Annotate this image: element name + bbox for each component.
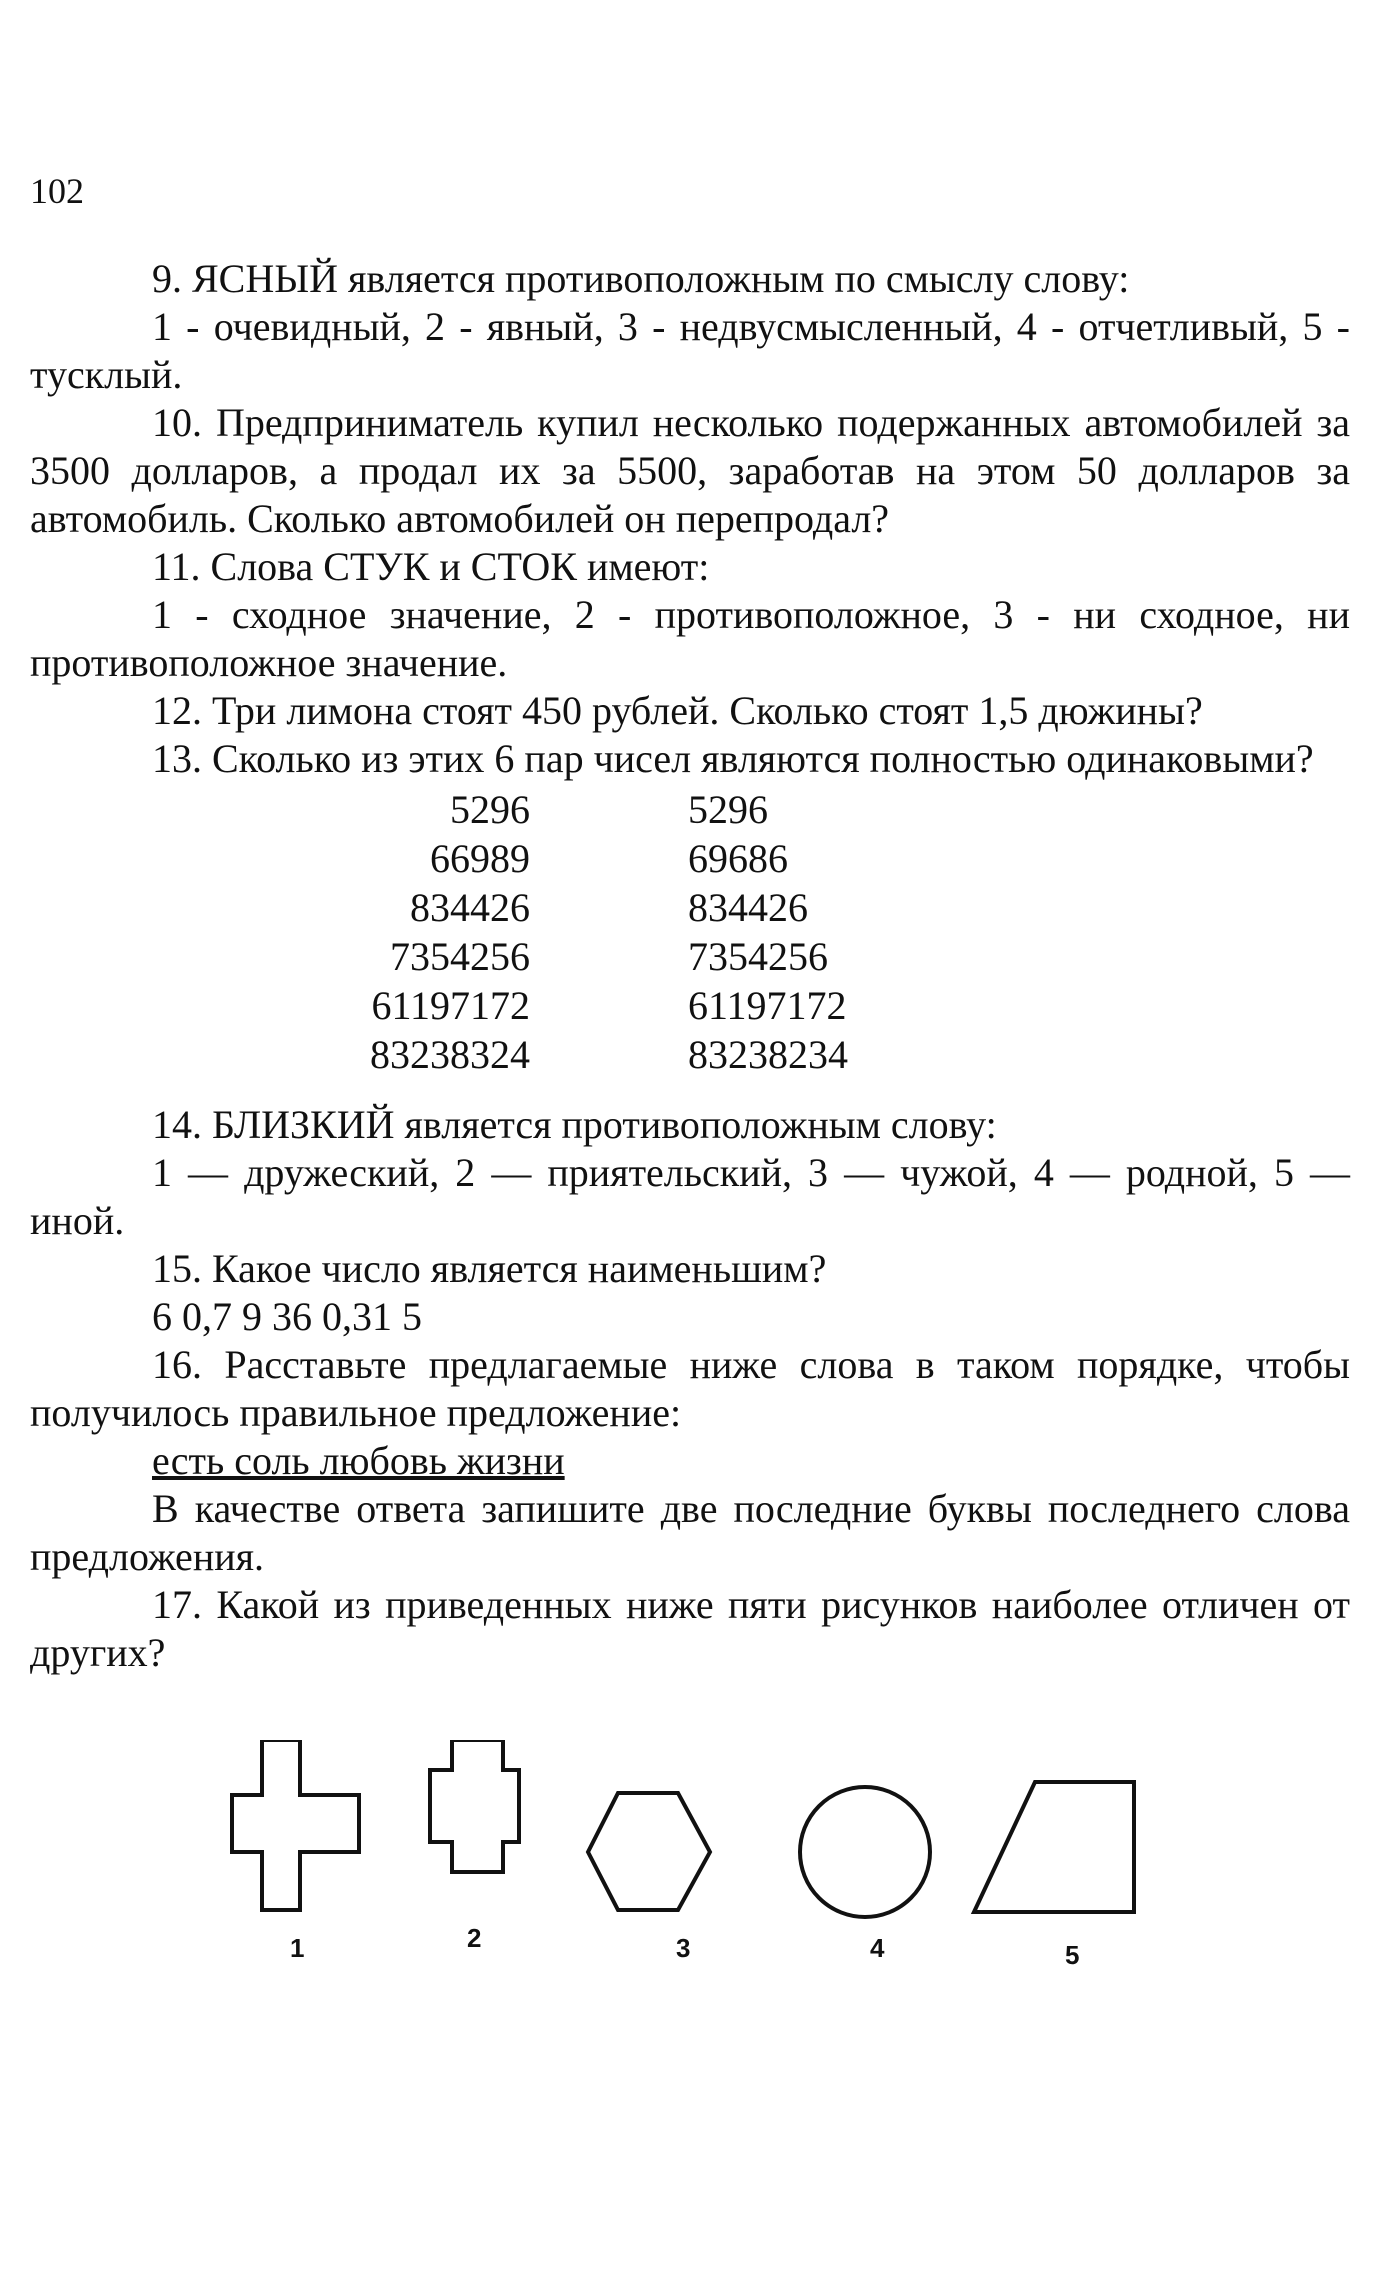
question-14: 14. БЛИЗКИЙ является противоположным слову: [152, 1102, 997, 1147]
question-11: 11. Слова СТУК и СТОК имеют: [152, 544, 710, 589]
question-16-instruction: В качестве ответа запишите две последние буквы последнего слова предложения. [30, 1486, 1350, 1579]
question-9: 9. ЯСНЫЙ является противоположным по смыслу слову: [152, 256, 1130, 301]
pair-5-left: 61197172 [371, 983, 530, 1028]
figure-1-cross [232, 1740, 359, 1910]
pair-2-right: 69686 [688, 836, 788, 881]
pair-3-right: 834426 [688, 885, 808, 930]
question-17: 17. Какой из приведенных ниже пяти рисунков наиболее отличен от других? [30, 1582, 1350, 1675]
figure-1-label: 1 [290, 1933, 305, 1963]
figure-3-hexagon [588, 1793, 710, 1910]
question-16: 16. Расставьте предлагаемые ниже слова в таком порядке, чтобы получилось правильное предложение: [30, 1342, 1350, 1435]
pair-1-left: 5296 [450, 787, 530, 832]
pair-4-right: 7354256 [688, 934, 828, 979]
question-16-words: есть соль любовь жизни [152, 1438, 565, 1483]
question-12: 12. Три лимона стоят 450 рублей. Сколько стоят 1,5 дюжины? [152, 688, 1203, 733]
page-number: 102 [30, 171, 84, 211]
number-pairs-table [30, 785, 1350, 1079]
figures-row [0, 1740, 1383, 1970]
page-content [30, 255, 1350, 1677]
figure-2-narrow-cross [430, 1740, 519, 1872]
question-15-options: 6 0,7 9 36 0,31 5 [152, 1294, 422, 1339]
figure-4-label: 4 [870, 1933, 885, 1963]
pair-6-left: 83238324 [370, 1032, 530, 1077]
pair-2-left: 66989 [430, 836, 530, 881]
pair-6-right: 83238234 [688, 1032, 848, 1077]
pair-3-left: 834426 [410, 885, 530, 930]
question-13: 13. Сколько из этих 6 пар чисел являются полностью одинаковыми? [152, 736, 1314, 781]
figure-4-circle [800, 1787, 930, 1917]
question-15: 15. Какое число является наименьшим? [152, 1246, 827, 1291]
pair-5-right: 61197172 [688, 983, 847, 1028]
figure-3-label: 3 [676, 1933, 691, 1963]
figure-5-label: 5 [1065, 1940, 1080, 1970]
figure-5-trapezoid [974, 1782, 1134, 1912]
pair-1-right: 5296 [688, 787, 768, 832]
question-9-options: 1 - очевидный, 2 - явный, 3 - недвусмысленный, 4 - отчетливый, 5 - тусклый. [30, 304, 1350, 397]
figure-2-label: 2 [467, 1923, 482, 1953]
question-10: 10. Предприниматель купил несколько подержанных автомобилей за 3500 долларов, а продал их за 5500, заработав на этом 50 долларов за автомобиль. Сколько автомобилей он перепродал? [30, 400, 1350, 541]
pair-4-left: 7354256 [390, 934, 530, 979]
question-14-options: 1 — дружеский, 2 — приятельский, 3 — чужой, 4 — родной, 5 — иной. [30, 1150, 1350, 1243]
question-11-options: 1 - сходное значение, 2 - противоположное, 3 - ни сходное, ни противоположное значение. [30, 592, 1350, 685]
figures-drawing [0, 1740, 1383, 1940]
